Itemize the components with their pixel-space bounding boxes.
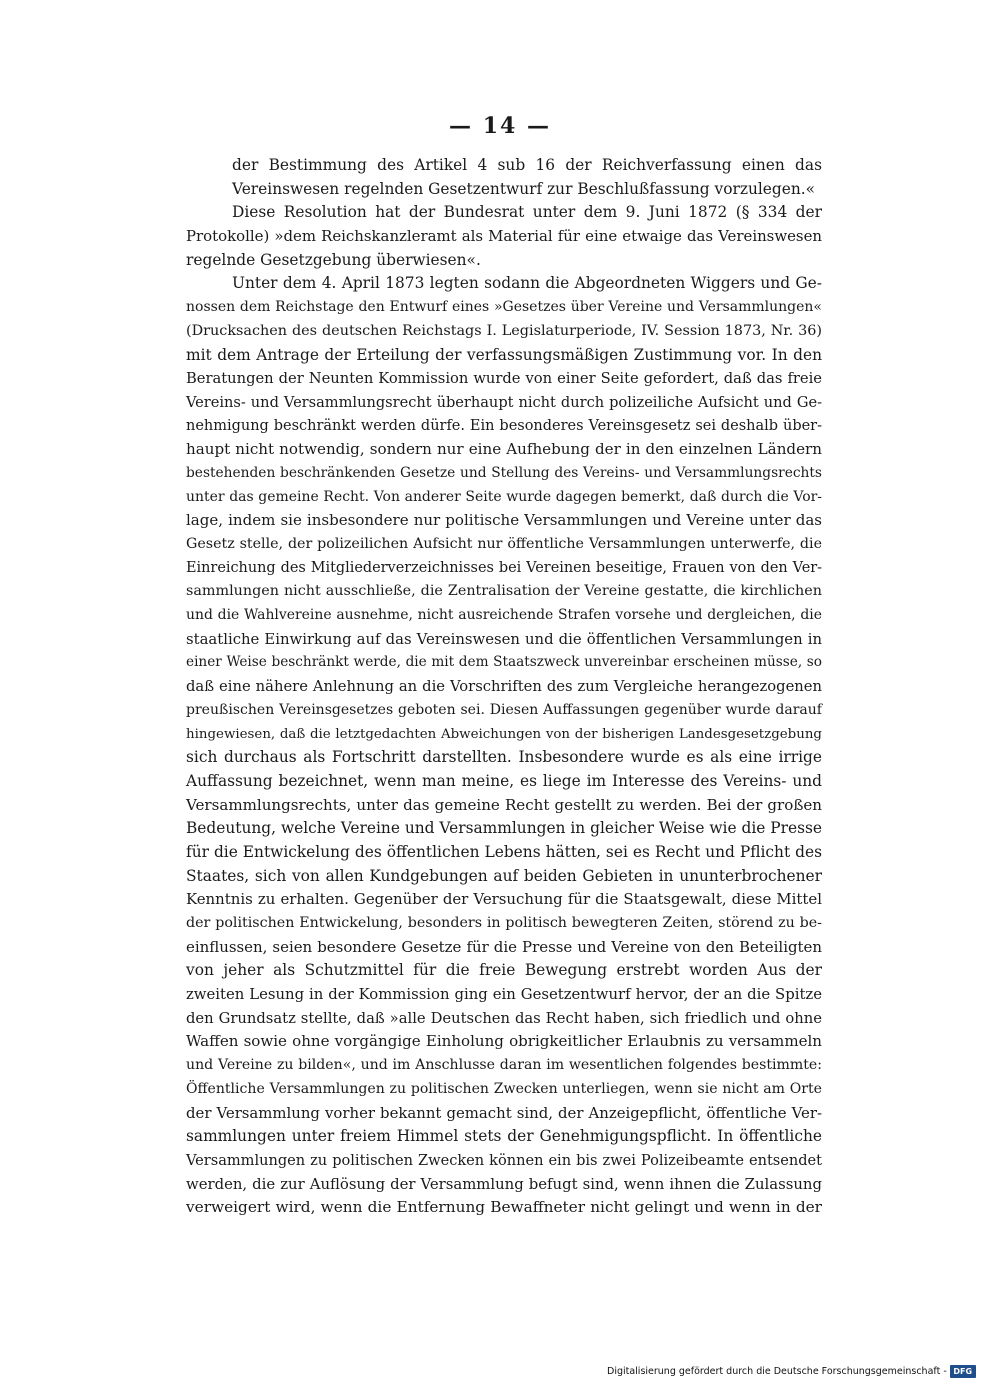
- text-line: und die Wahlvereine ausnehme, nicht ausreichende Strafen vorsehe und dergleichen, die: [186, 607, 822, 624]
- text-line: Protokolle) »dem Reichskanzleramt als Material für eine etwaige das Vereinswesen: [186, 227, 822, 246]
- text-line: Versammlungsrechts, unter das gemeine Recht gestellt zu werden. Bei der großen: [186, 795, 822, 814]
- text-line: Vereinswesen regelnden Gesetzentwurf zur Beschlußfassung vorzulegen.«: [232, 179, 816, 198]
- text-line: einer Weise beschränkt werde, die mit dem Staatszweck unvereinbar erscheinen müsse, so: [186, 654, 822, 671]
- text-line: der Bestimmung des Artikel 4 sub 16 der Reichverfassung einen das: [232, 156, 822, 174]
- text-line: haupt nicht notwendig, sondern nur eine Aufhebung der in den einzelnen Ländern: [186, 440, 822, 459]
- text-line: preußischen Vereinsgesetzes geboten sei. Diesen Auffassungen gegenüber wurde darauf: [186, 701, 822, 718]
- text-line: daß eine nähere Anlehnung an die Vorschriften des zum Vergleiche herangezogenen: [186, 678, 822, 696]
- text-line: lage, indem sie insbesondere nur politische Versammlungen und Vereine unter das: [186, 511, 822, 530]
- text-line: Diese Resolution hat der Bundesrat unter dem 9. Juni 1872 (§ 334 der: [232, 203, 822, 222]
- text-line: Waffen sowie ohne vorgängige Einholung obrigkeitlicher Erlaubnis zu versammeln: [186, 1032, 822, 1051]
- text-line: Öffentliche Versammlungen zu politischen Zwecken unterliegen, wenn sie nicht am Orte: [186, 1080, 822, 1097]
- text-line: Einreichung des Mitgliederverzeichnisses bei Vereinen beseitige, Frauen von den Ver-: [186, 559, 822, 576]
- text-line: nossen dem Reichstage den Entwurf eines »Gesetzes über Vereine und Versammlungen«: [186, 299, 822, 316]
- text-line: der politischen Entwickelung, besonders in politisch bewegteren Zeiten, störend zu be-: [186, 915, 822, 931]
- dfg-logo-icon: DFG: [950, 1365, 976, 1378]
- text-line: sich durchaus als Fortschritt darstellten. Insbesondere wurde es als eine irrige: [186, 748, 822, 767]
- text-line: den Grundsatz stellte, daß »alle Deutschen das Recht haben, sich friedlich und ohne: [186, 1009, 822, 1027]
- text-line: der Versammlung vorher bekannt gemacht sind, der Anzeigepflicht, öffentliche Ver-: [186, 1103, 822, 1122]
- text-line: hingewiesen, daß die letztgedachten Abweichungen von der bisherigen Landesgesetzgebung: [186, 726, 822, 742]
- text-line: Kenntnis zu erhalten. Gegenüber der Versuchung für die Staatsgewalt, diese Mittel: [186, 890, 822, 909]
- body-text: [186, 154, 822, 1220]
- text-line: mit dem Antrage der Erteilung der verfassungsmäßigen Zustimmung vor. In den: [186, 345, 822, 364]
- text-line: werden, die zur Auflösung der Versammlung befugt sind, wenn ihnen die Zulassung: [186, 1174, 822, 1193]
- footer-credit: [607, 1364, 976, 1379]
- text-line: verweigert wird, wenn die Entfernung Bewaffneter nicht gelingt und wenn in der: [186, 1198, 822, 1217]
- text-line: (Drucksachen des deutschen Reichstags I. Legislaturperiode, IV. Session 1873, Nr. 36): [186, 322, 822, 339]
- text-line: nehmigung beschränkt werden dürfe. Ein besonderes Vereinsgesetz sei deshalb über-: [186, 417, 822, 434]
- text-line: Beratungen der Neunten Kommission wurde von einer Seite gefordert, daß das freie: [186, 370, 822, 388]
- text-line: Unter dem 4. April 1873 legten sodann die Abgeordneten Wiggers und Ge-: [232, 274, 822, 293]
- text-line: bestehenden beschränkenden Gesetze und Stellung des Vereins- und Versammlungsrechts: [186, 464, 822, 481]
- text-line: Bedeutung, welche Vereine und Versammlungen in gleicher Weise wie die Presse: [186, 819, 822, 838]
- text-line: Auffassung bezeichnet, wenn man meine, es liege im Interesse des Vereins- und: [186, 771, 822, 790]
- footer-text: Digitalisierung gefördert durch die Deutsche Forschungsgemeinschaft -: [607, 1366, 947, 1377]
- page-number: — 14 —: [449, 113, 551, 139]
- text-line: Gesetz stelle, der polizeilichen Aufsicht nur öffentliche Versammlungen unterwerfe, die: [186, 536, 822, 552]
- text-line: Vereins- und Versammlungsrecht überhaupt nicht durch polizeiliche Aufsicht und Ge-: [186, 393, 822, 411]
- text-line: Staates, sich von allen Kundgebungen auf beiden Gebieten in ununterbrochener: [186, 866, 822, 885]
- text-line: und Vereine zu bilden«, und im Anschlusse daran im wesentlichen folgendes bestimmte:: [186, 1057, 822, 1074]
- text-line: sammlungen unter freiem Himmel stets der Genehmigungspflicht. In öffentliche: [186, 1127, 822, 1146]
- text-line: regelnde Gesetzgebung überwiesen«.: [186, 250, 481, 269]
- text-line: von jeher als Schutzmittel für die freie Bewegung erstrebt worden Aus der: [186, 961, 822, 980]
- text-line: zweiten Lesung in der Kommission ging ein Gesetzentwurf hervor, der an die Spitze: [186, 986, 822, 1004]
- text-line: Versammlungen zu politischen Zwecken können ein bis zwei Polizeibeamte entsendet: [186, 1151, 822, 1169]
- text-line: für die Entwickelung des öffentlichen Lebens hätten, sei es Recht und Pflicht des: [186, 842, 822, 861]
- text-line: staatliche Einwirkung auf das Vereinswesen und die öffentlichen Versammlungen in: [186, 630, 822, 648]
- text-line: unter das gemeine Recht. Von anderer Seite wurde dagegen bemerkt, daß durch die Vor-: [186, 488, 822, 505]
- text-line: sammlungen nicht ausschließe, die Zentralisation der Vereine gestatte, die kirchlichen: [186, 583, 822, 600]
- text-line: einflussen, seien besondere Gesetze für die Presse und Vereine von den Beteiligten: [186, 937, 822, 956]
